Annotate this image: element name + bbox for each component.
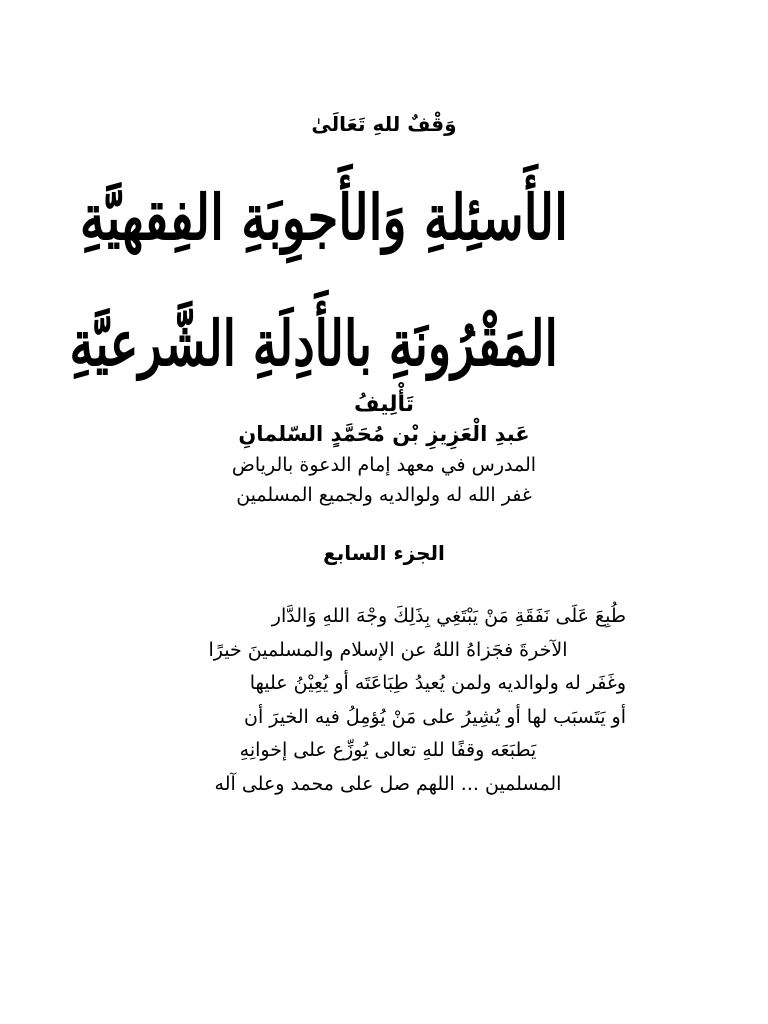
- part-label: الجزء السابع: [323, 541, 445, 565]
- title-text-1: الأَسئِلةِ وَالأَجوِبَةِ الفِقهيَّةِ: [80, 181, 569, 254]
- author-role: [0, 454, 768, 476]
- dedication-line: أو يَتَسبَب لها أو يُشِيرُ على مَنْ يُؤمِلُ فيه الخيرَ أن: [243, 705, 626, 728]
- dedication-line: وغَفَر له ولوالديه ولمن يُعيدُ طِبَاعَتَه أو يُعِيْنُ عليها: [249, 672, 626, 694]
- author-role-text: المدرس في معهد إمام الدعوة بالرياض: [231, 454, 537, 476]
- author-dua-text: غفر الله له ولوالديه ولجميع المسلمين: [236, 484, 532, 506]
- title-line-2: [69, 294, 628, 398]
- taleef-text: تَأْلِيفُ: [354, 392, 414, 417]
- author-name-text: عَبدِ الْعَزِيزِ بْن مُحَمَّدٍ السّلمانِ: [238, 422, 530, 446]
- title-line-1: [80, 168, 628, 276]
- dedication-line: الآخرةَ فجَزاهُ اللهُ عن الإسلام والمسلمينَ خيرًا: [208, 638, 568, 661]
- title-text-2: المَقْرُونَةِ بالأَدِلَةِ الشَّرعيَّةِ: [69, 307, 558, 380]
- dedication-line: طُبِعَ عَلَى نَفَقَةِ مَنْ يَبْتَغِي بِذَلِكَ وجْهَ اللهِ وَالدَّار: [271, 605, 626, 627]
- author-name: [0, 422, 768, 446]
- part-heading: [0, 541, 768, 565]
- authorship-label: [0, 392, 768, 417]
- dedication-line: يَطبَعَه وقفًا للهِ تعالى يُوزِّع على إخوانِهِ: [239, 739, 537, 761]
- author-dua: [0, 484, 768, 506]
- dedication-paragraph: [150, 600, 626, 801]
- dedication-line: المسلمين ... اللهم صل على محمد وعلى آله: [214, 772, 562, 795]
- waqf-text: وَقْفٌ للهِ تَعَالَىٰ: [311, 112, 457, 136]
- waqf-heading: [0, 112, 768, 136]
